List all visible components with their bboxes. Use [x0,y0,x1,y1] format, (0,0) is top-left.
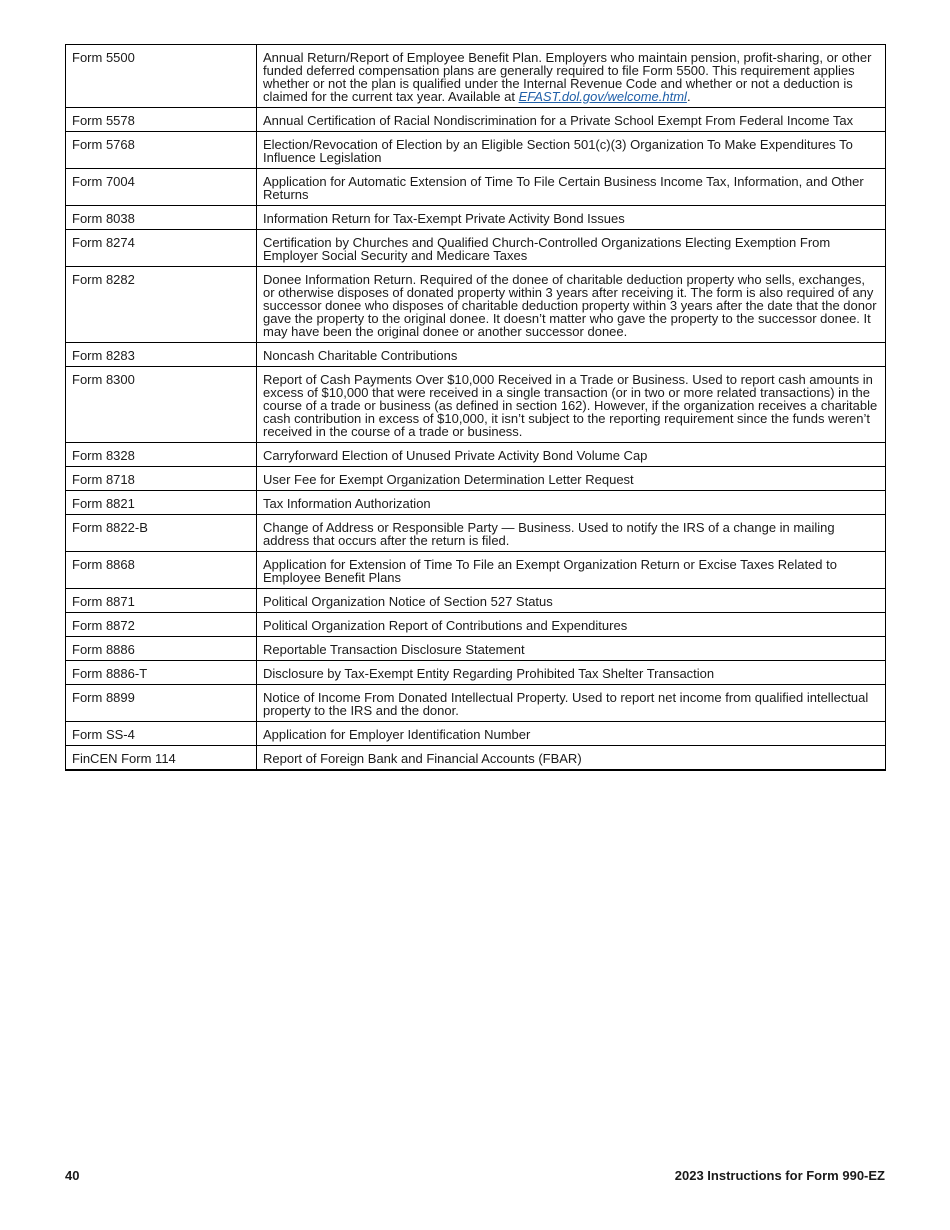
table-row [66,206,886,230]
table-row [66,613,886,637]
table-row [66,267,886,343]
table-row [66,746,886,771]
form-description-cell [257,45,886,108]
table-row [66,491,886,515]
form-description-cell [257,746,886,771]
table-row [66,230,886,267]
form-description-text: Political Organization Report of Contributions and Expenditures [263,618,628,633]
form-number-cell: Form SS-4 [66,722,257,746]
form-description-cell [257,722,886,746]
form-description-cell [257,589,886,613]
table-row [66,467,886,491]
form-description-text: Application for Extension of Time To File an Exempt Organization Return or Excise Taxes Related to Employee Benefit Plans [263,557,837,585]
form-description-cell [257,108,886,132]
form-number-cell: Form 8038 [66,206,257,230]
form-description-cell [257,661,886,685]
form-description-text: Reportable Transaction Disclosure Statement [263,642,525,657]
table-row [66,343,886,367]
form-number-cell: Form 8328 [66,443,257,467]
form-description-cell [257,552,886,589]
form-description-cell [257,685,886,722]
form-description-text: Information Return for Tax-Exempt Private Activity Bond Issues [263,211,625,226]
form-description-text: User Fee for Exempt Organization Determination Letter Request [263,472,634,487]
form-description-cell [257,267,886,343]
table-row [66,685,886,722]
form-description-cell [257,132,886,169]
table-row [66,108,886,132]
form-number-cell: Form 8282 [66,267,257,343]
form-description-text: Noncash Charitable Contributions [263,348,458,363]
related-forms-table [65,44,886,771]
form-description-cell [257,443,886,467]
form-number-cell: Form 8718 [66,467,257,491]
table-row [66,443,886,467]
form-description-cell [257,206,886,230]
table-row [66,661,886,685]
form-number-cell: Form 8886 [66,637,257,661]
form-number-cell: Form 8886-T [66,661,257,685]
table-row [66,515,886,552]
table-row [66,722,886,746]
form-description-text: Annual Certification of Racial Nondiscrimination for a Private School Exempt From Federal Income Tax [263,113,854,128]
form-description-cell [257,230,886,267]
table-row [66,132,886,169]
form-number-cell: Form 8899 [66,685,257,722]
form-description-cell [257,169,886,206]
form-description-text: Application for Automatic Extension of Time To File Certain Business Income Tax, Information, and Other Returns [263,174,864,202]
form-number-cell: Form 8868 [66,552,257,589]
form-number-cell: Form 5578 [66,108,257,132]
form-description-text: Tax Information Authorization [263,496,431,511]
form-description-text: Annual Return/Report of Employee Benefit Plan. Employers who maintain pension, profit-sharing, or other funded deferred compensation plans are generally required to file Form 5500. This requirement applies whether or not the plan is qualified under the Internal Revenue Code and whether or not a deduction is claimed for the current tax year. Available at [263,50,872,104]
efast-link[interactable]: EFAST.dol.gov/welcome.html [518,89,687,104]
form-description-text: Donee Information Return. Required of the donee of charitable deduction property who sells, exchanges, or otherwise disposes of donated property within 3 years after receiving it. The form is also required of any successor donee who disposes of charitable deduction property within 3 years after the date that the donor gave the property to the original donee. It doesn’t matter who gave the property to the successor donee. It may have been the original donee or another successor donee. [263,272,877,339]
form-description-cell [257,637,886,661]
form-description-text: Certification by Churches and Qualified Church-Controlled Organizations Electing Exemption From Employer Social Security and Medicare Taxes [263,235,831,263]
form-description-cell [257,491,886,515]
form-number-cell: FinCEN Form 114 [66,746,257,771]
form-description-text: Carryforward Election of Unused Private Activity Bond Volume Cap [263,448,648,463]
table-row [66,552,886,589]
form-description-cell [257,467,886,491]
form-number-cell: Form 8283 [66,343,257,367]
table-row [66,169,886,206]
form-number-cell: Form 8821 [66,491,257,515]
form-description-text: Application for Employer Identification Number [263,727,531,742]
form-description-text: Disclosure by Tax-Exempt Entity Regarding Prohibited Tax Shelter Transaction [263,666,715,681]
form-description-cell [257,613,886,637]
form-number-cell: Form 7004 [66,169,257,206]
document-title: 2023 Instructions for Form 990-EZ [674,1168,885,1183]
table-body [66,45,886,771]
table-row [66,637,886,661]
form-number-cell: Form 8274 [66,230,257,267]
form-description-text: Report of Foreign Bank and Financial Accounts (FBAR) [263,751,582,766]
form-description-text: Notice of Income From Donated Intellectual Property. Used to report net income from qualified intellectual property to the IRS and the donor. [263,690,869,718]
table-row [66,45,886,108]
form-number-cell: Form 8300 [66,367,257,443]
table-row [66,589,886,613]
form-number-cell: Form 5768 [66,132,257,169]
form-description-text: Election/Revocation of Election by an Eligible Section 501(c)(3) Organization To Make Expenditures To Influence Legislation [263,137,853,165]
form-number-cell: Form 8872 [66,613,257,637]
form-description-text: Change of Address or Responsible Party — Business. Used to notify the IRS of a change in mailing address that occurs after the return is filed. [263,520,835,548]
form-description-text: Report of Cash Payments Over $10,000 Received in a Trade or Business. Used to report cash amounts in excess of $10,000 that were received in a single transaction (or in two or more related transactions) in the course of a trade or business (as defined in section 162). However, if the organization receives a charitable cash contribution in excess of $10,000, it isn’t subject to the reporting requirement since the funds weren’t received in the course of a trade or business. [263,372,878,439]
form-description-cell [257,515,886,552]
form-description-suffix: . [686,89,691,104]
form-description-cell [257,343,886,367]
form-number-cell: Form 8822-B [66,515,257,552]
form-number-cell: Form 8871 [66,589,257,613]
page-number: 40 [65,1168,80,1183]
table-row [66,367,886,443]
form-description-text: Political Organization Notice of Section 527 Status [263,594,553,609]
form-description-cell [257,367,886,443]
form-number-cell: Form 5500 [66,45,257,108]
